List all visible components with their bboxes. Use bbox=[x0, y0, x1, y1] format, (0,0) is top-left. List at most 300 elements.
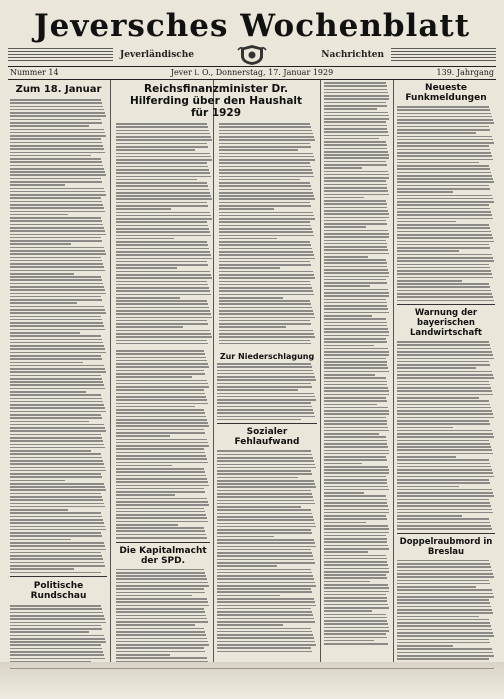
article-body bbox=[10, 99, 107, 573]
text-line bbox=[10, 375, 101, 377]
text-line bbox=[116, 287, 209, 289]
text-line bbox=[10, 562, 104, 564]
text-line bbox=[324, 135, 389, 137]
text-line bbox=[10, 106, 103, 108]
text-line bbox=[116, 445, 209, 447]
text-line bbox=[116, 478, 207, 480]
text-line bbox=[219, 281, 310, 283]
text-line bbox=[324, 197, 364, 199]
text-line bbox=[324, 591, 389, 593]
text-line bbox=[10, 430, 106, 432]
text-line bbox=[217, 416, 315, 418]
text-line bbox=[397, 407, 491, 409]
text-line bbox=[219, 149, 298, 151]
text-line bbox=[219, 195, 314, 197]
text-line bbox=[397, 583, 490, 585]
text-line bbox=[217, 464, 315, 466]
text-line bbox=[397, 436, 494, 438]
text-line bbox=[219, 294, 314, 296]
text-line bbox=[397, 512, 493, 514]
text-line bbox=[116, 126, 208, 128]
text-line bbox=[324, 348, 388, 350]
text-line bbox=[324, 295, 389, 297]
text-line bbox=[397, 277, 493, 279]
text-line bbox=[219, 300, 310, 302]
text-line bbox=[397, 560, 489, 562]
text-line bbox=[397, 658, 489, 660]
text-line bbox=[324, 535, 386, 537]
text-line bbox=[397, 443, 490, 445]
text-line bbox=[217, 621, 315, 623]
text-line bbox=[10, 388, 105, 390]
text-line bbox=[116, 258, 212, 260]
text-line bbox=[116, 409, 204, 411]
text-line bbox=[324, 509, 389, 511]
text-line bbox=[397, 139, 493, 141]
text-line bbox=[10, 509, 68, 511]
text-line bbox=[397, 300, 494, 302]
text-line bbox=[324, 256, 368, 258]
text-line bbox=[397, 486, 459, 488]
text-line bbox=[397, 296, 493, 298]
text-line bbox=[116, 605, 209, 607]
text-line bbox=[324, 236, 389, 238]
text-line bbox=[217, 552, 312, 554]
text-line bbox=[116, 455, 206, 457]
text-line bbox=[324, 82, 386, 84]
text-line bbox=[10, 119, 101, 121]
text-line bbox=[217, 383, 311, 385]
text-line bbox=[217, 419, 301, 421]
text-line bbox=[397, 270, 491, 272]
text-line bbox=[116, 350, 204, 352]
text-line bbox=[397, 381, 489, 383]
article-body bbox=[217, 363, 317, 420]
text-line bbox=[324, 633, 386, 635]
text-line bbox=[116, 320, 207, 322]
text-line bbox=[10, 171, 105, 173]
text-line bbox=[10, 194, 106, 196]
text-line bbox=[116, 297, 180, 299]
text-line bbox=[10, 440, 103, 442]
text-line bbox=[10, 411, 106, 413]
text-line bbox=[324, 151, 388, 153]
text-line bbox=[217, 406, 312, 408]
text-line bbox=[10, 342, 103, 344]
text-line bbox=[397, 208, 490, 210]
text-line bbox=[10, 381, 103, 383]
text-line bbox=[219, 267, 280, 269]
text-line bbox=[217, 611, 312, 613]
text-line bbox=[397, 273, 492, 275]
text-line bbox=[116, 608, 204, 610]
text-line bbox=[397, 635, 494, 637]
text-line bbox=[217, 450, 311, 452]
text-line bbox=[10, 135, 106, 137]
text-line bbox=[324, 541, 387, 543]
text-line bbox=[397, 254, 492, 256]
text-line bbox=[397, 113, 491, 115]
text-line bbox=[10, 230, 105, 232]
text-line bbox=[219, 166, 311, 168]
text-line bbox=[324, 354, 389, 356]
text-line bbox=[324, 469, 389, 471]
text-line bbox=[217, 467, 316, 469]
text-line bbox=[10, 109, 104, 111]
text-line bbox=[116, 396, 206, 398]
text-line bbox=[397, 234, 492, 236]
text-line bbox=[10, 352, 106, 354]
text-line bbox=[324, 345, 374, 347]
text-line bbox=[397, 573, 493, 575]
text-line bbox=[217, 493, 312, 495]
text-line bbox=[116, 644, 209, 646]
text-line bbox=[10, 638, 105, 640]
text-line bbox=[324, 328, 388, 330]
text-line bbox=[324, 450, 389, 452]
text-line bbox=[324, 200, 386, 202]
text-line bbox=[324, 157, 389, 159]
text-line bbox=[116, 343, 208, 345]
text-line bbox=[10, 348, 105, 350]
text-line bbox=[324, 220, 386, 222]
text-line bbox=[397, 214, 492, 216]
text-line bbox=[324, 558, 387, 560]
text-line bbox=[324, 499, 387, 501]
text-line bbox=[397, 522, 490, 524]
text-line bbox=[397, 227, 490, 229]
text-line bbox=[324, 118, 389, 120]
text-line bbox=[10, 535, 102, 537]
text-line bbox=[397, 495, 494, 497]
text-line bbox=[397, 181, 494, 183]
text-line bbox=[10, 237, 101, 239]
text-line bbox=[324, 551, 368, 553]
text-line bbox=[116, 654, 170, 656]
text-line bbox=[116, 221, 207, 223]
text-line bbox=[10, 240, 102, 242]
text-line bbox=[219, 198, 315, 200]
text-line bbox=[219, 139, 315, 141]
text-line bbox=[116, 429, 204, 431]
text-line bbox=[10, 648, 102, 650]
text-line bbox=[10, 460, 103, 462]
text-line bbox=[10, 339, 102, 341]
text-line bbox=[116, 595, 192, 597]
text-line bbox=[116, 498, 207, 500]
text-line bbox=[324, 427, 388, 429]
text-line bbox=[116, 412, 205, 414]
text-line bbox=[324, 102, 386, 104]
text-line bbox=[397, 122, 494, 124]
text-line bbox=[324, 269, 388, 271]
text-line bbox=[397, 625, 491, 627]
text-line bbox=[217, 370, 313, 372]
article-headline: Neueste Funkmeldungen bbox=[405, 83, 487, 103]
text-line bbox=[324, 472, 389, 474]
text-line bbox=[217, 539, 314, 541]
text-line bbox=[116, 419, 207, 421]
text-line bbox=[324, 394, 389, 396]
text-line bbox=[10, 257, 101, 259]
text-line bbox=[116, 406, 195, 408]
text-line bbox=[116, 585, 209, 587]
text-line bbox=[324, 299, 386, 301]
text-line bbox=[397, 609, 492, 611]
text-line bbox=[324, 203, 387, 205]
text-line bbox=[10, 365, 104, 367]
text-line bbox=[116, 488, 204, 490]
text-line bbox=[397, 168, 490, 170]
text-line bbox=[397, 175, 492, 177]
text-line bbox=[324, 371, 389, 373]
text-line bbox=[10, 358, 102, 360]
text-line bbox=[217, 506, 301, 508]
text-line bbox=[116, 307, 209, 309]
text-line bbox=[219, 202, 310, 204]
masthead-subtitle-left: Jeverländische bbox=[120, 50, 195, 60]
text-line bbox=[324, 171, 388, 173]
column-3-lower bbox=[217, 350, 317, 662]
text-line bbox=[217, 486, 316, 488]
text-line bbox=[10, 493, 101, 495]
text-line bbox=[324, 459, 387, 461]
text-line bbox=[10, 424, 104, 426]
text-line bbox=[219, 310, 313, 312]
text-line bbox=[324, 95, 389, 97]
text-line bbox=[397, 593, 493, 595]
text-line bbox=[219, 330, 313, 332]
text-line bbox=[324, 381, 387, 383]
text-line bbox=[217, 562, 315, 564]
text-line bbox=[219, 251, 313, 253]
column-2-lead bbox=[116, 82, 316, 346]
text-line bbox=[324, 637, 387, 639]
text-line bbox=[324, 190, 388, 192]
text-line bbox=[10, 319, 102, 321]
text-line bbox=[397, 502, 490, 504]
text-line bbox=[116, 435, 170, 437]
text-line bbox=[116, 156, 211, 158]
issue-number: Nummer 14 bbox=[10, 68, 59, 77]
text-line bbox=[324, 98, 389, 100]
text-line bbox=[116, 267, 177, 269]
text-line bbox=[397, 589, 492, 591]
text-line bbox=[116, 340, 207, 342]
text-line bbox=[324, 476, 386, 478]
text-line bbox=[397, 221, 456, 223]
text-line bbox=[10, 371, 106, 373]
text-line bbox=[324, 532, 389, 534]
text-line bbox=[324, 128, 387, 130]
text-line bbox=[397, 290, 491, 292]
text-line bbox=[10, 558, 103, 560]
text-line bbox=[10, 503, 104, 505]
column-5 bbox=[397, 82, 495, 662]
text-line bbox=[219, 297, 283, 299]
text-line bbox=[219, 258, 315, 260]
text-line bbox=[397, 387, 491, 389]
text-line bbox=[324, 548, 389, 550]
text-line bbox=[324, 141, 386, 143]
text-line bbox=[10, 434, 101, 436]
article-headline: Politische Rundschau bbox=[30, 581, 87, 602]
text-line bbox=[116, 172, 210, 174]
text-line bbox=[10, 526, 105, 528]
text-line bbox=[116, 218, 212, 220]
text-line bbox=[10, 276, 101, 278]
text-line bbox=[10, 289, 105, 291]
text-line bbox=[397, 377, 494, 379]
text-line bbox=[397, 351, 492, 353]
text-line bbox=[219, 323, 311, 325]
text-line bbox=[10, 234, 106, 236]
text-line bbox=[10, 293, 106, 295]
text-line bbox=[324, 289, 388, 291]
text-line bbox=[116, 439, 207, 441]
text-line bbox=[10, 651, 103, 653]
issue-info-bar bbox=[8, 66, 496, 80]
text-line bbox=[397, 136, 492, 138]
article-headline: Die Kapitalmacht der SPD. bbox=[119, 545, 207, 566]
text-line bbox=[10, 148, 104, 150]
text-line bbox=[219, 284, 311, 286]
text-line bbox=[10, 266, 104, 268]
text-line bbox=[116, 641, 208, 643]
text-line bbox=[324, 617, 387, 619]
text-line bbox=[116, 281, 207, 283]
text-line bbox=[324, 620, 387, 622]
text-line bbox=[116, 534, 206, 536]
text-line bbox=[217, 588, 311, 590]
text-line bbox=[219, 123, 310, 125]
text-line bbox=[217, 614, 313, 616]
text-line bbox=[397, 109, 490, 111]
text-line bbox=[324, 184, 387, 186]
text-line bbox=[10, 355, 101, 357]
text-line bbox=[116, 373, 205, 375]
text-line bbox=[324, 390, 389, 392]
text-line bbox=[116, 598, 207, 600]
text-line bbox=[217, 473, 312, 475]
text-line bbox=[10, 622, 106, 624]
text-line bbox=[116, 143, 207, 145]
text-line bbox=[116, 399, 207, 401]
text-line bbox=[217, 582, 315, 584]
text-line bbox=[116, 241, 207, 243]
text-line bbox=[397, 264, 489, 266]
text-line bbox=[397, 280, 462, 282]
text-line bbox=[217, 559, 314, 561]
text-line bbox=[10, 499, 103, 501]
text-line bbox=[324, 85, 387, 87]
text-line bbox=[397, 427, 453, 429]
text-line bbox=[397, 645, 453, 647]
text-line bbox=[219, 179, 300, 181]
text-line bbox=[219, 307, 312, 309]
text-line bbox=[397, 499, 489, 501]
text-line bbox=[116, 360, 207, 362]
text-line bbox=[10, 555, 102, 557]
text-line bbox=[116, 631, 205, 633]
text-line bbox=[397, 241, 494, 243]
text-line bbox=[217, 523, 315, 525]
text-line bbox=[217, 647, 311, 649]
text-line bbox=[116, 179, 197, 181]
text-line bbox=[219, 231, 313, 233]
text-line bbox=[10, 522, 104, 524]
text-line bbox=[324, 417, 386, 419]
text-line bbox=[324, 446, 388, 448]
text-line bbox=[219, 313, 314, 315]
text-line bbox=[397, 129, 490, 131]
text-line bbox=[217, 532, 312, 534]
text-line bbox=[397, 570, 492, 572]
text-line bbox=[10, 545, 105, 547]
text-line bbox=[219, 162, 310, 164]
text-line bbox=[219, 248, 312, 250]
text-line bbox=[397, 459, 489, 461]
text-line bbox=[397, 453, 493, 455]
text-line bbox=[217, 585, 316, 587]
text-line bbox=[10, 368, 105, 370]
text-line bbox=[10, 112, 105, 114]
text-line bbox=[397, 466, 491, 468]
text-line bbox=[324, 154, 389, 156]
text-line bbox=[324, 131, 388, 133]
text-line bbox=[324, 125, 387, 127]
text-line bbox=[324, 568, 389, 570]
article-body bbox=[397, 560, 495, 662]
column-2-lower bbox=[116, 350, 210, 662]
text-line bbox=[116, 231, 210, 233]
text-line bbox=[116, 153, 210, 155]
text-line bbox=[217, 618, 314, 620]
text-line bbox=[324, 279, 386, 281]
text-line bbox=[10, 332, 80, 334]
text-line bbox=[10, 641, 106, 643]
text-line bbox=[324, 479, 387, 481]
text-line bbox=[324, 643, 388, 645]
text-line bbox=[397, 185, 489, 187]
text-line bbox=[397, 476, 494, 478]
text-line bbox=[324, 387, 388, 389]
text-line bbox=[397, 479, 489, 481]
text-line bbox=[397, 606, 491, 608]
text-line bbox=[324, 213, 389, 215]
text-line bbox=[10, 243, 71, 245]
text-line bbox=[397, 390, 492, 392]
text-line bbox=[397, 162, 479, 164]
text-line bbox=[10, 618, 105, 620]
text-line bbox=[217, 578, 314, 580]
text-line bbox=[116, 601, 208, 603]
text-line bbox=[324, 436, 386, 438]
text-line bbox=[116, 465, 172, 467]
text-line bbox=[116, 448, 204, 450]
text-line bbox=[397, 204, 489, 206]
text-line bbox=[324, 420, 387, 422]
text-line bbox=[324, 440, 387, 442]
text-line bbox=[324, 105, 387, 107]
text-line bbox=[219, 235, 314, 237]
text-line bbox=[397, 165, 489, 167]
text-line bbox=[217, 513, 312, 515]
text-line bbox=[397, 142, 494, 144]
text-line bbox=[397, 188, 490, 190]
text-line bbox=[324, 400, 387, 402]
text-line bbox=[10, 489, 106, 491]
